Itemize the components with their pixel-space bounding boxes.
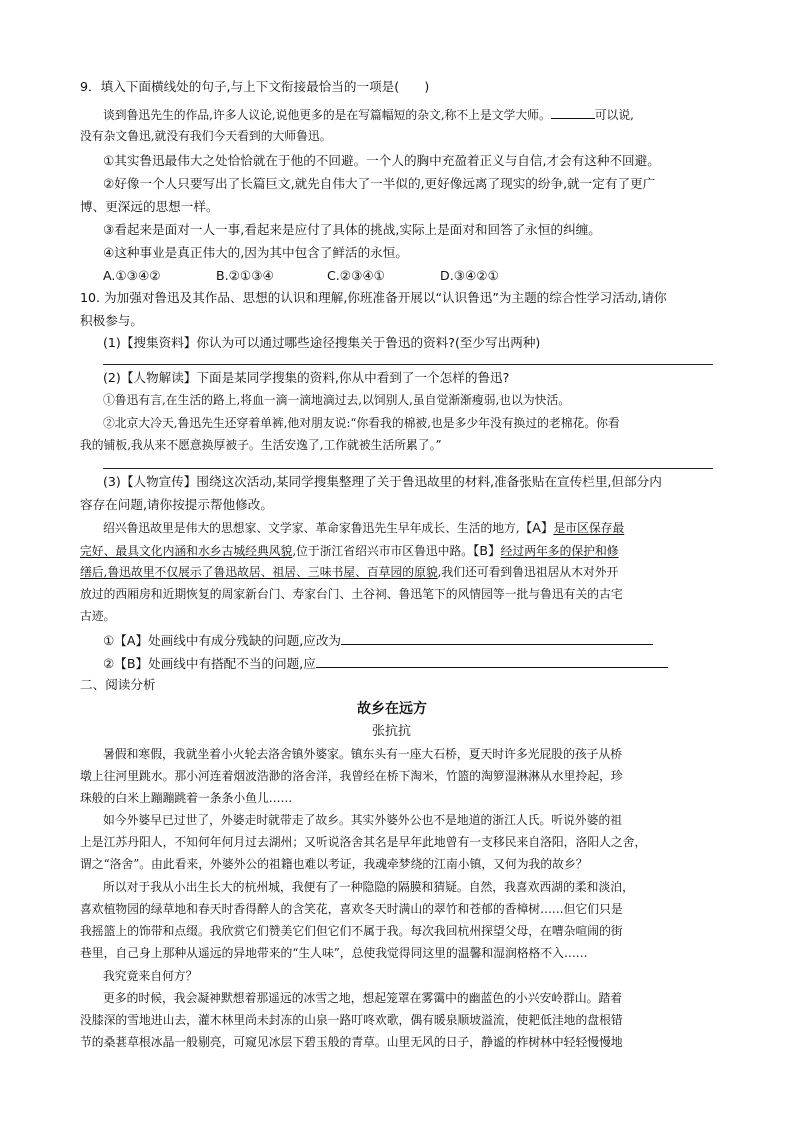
q10-part1-answer-line[interactable] bbox=[103, 364, 713, 365]
underline-b-part2: 缮后,鲁迅故里不仅展示了鲁迅故居、祖居、三味书屋、百草园的原貌 bbox=[80, 565, 438, 579]
q10-stem-a: 10. 为加强对鲁迅及其作品、思想的认识和理解,你班准备开展以“认识鲁迅”为主题的综合性学习活动,请你 bbox=[80, 290, 667, 305]
q9-passage-end: 可以说, bbox=[594, 108, 634, 122]
q9-option-d[interactable]: D.③④②① bbox=[440, 268, 499, 283]
q9-sentence-2a: ②好像一个人只要写出了长篇巨文,就先自伟大了一半似的,更好像远离了现实的纷争,就一定有了更广 bbox=[103, 176, 656, 191]
q9-sentence-4: ④这种事业是真正伟大的,因为其中包含了鲜活的永恒。 bbox=[103, 245, 408, 260]
article-line-8: 喜欢植物园的绿草地和春天时香得醉人的含笑花，喜欢冬天时满山的翠竹和苍郁的香樟树……但它们只是 bbox=[80, 902, 623, 916]
q9-passage-text: 谈到鲁迅先生的作品,许多人议论,说他更多的是在写篇幅短的杂文,称不上是文学大师。 bbox=[103, 108, 551, 122]
text-line1-a: 绍兴鲁迅故里是伟大的思想家、文学家、革命家鲁迅先生早年成长、生活的地方, bbox=[103, 521, 520, 535]
article-line-1: 暑假和寒假，我就坐着小火轮去洛舍镇外婆家。镇东头有一座大石桥，夏天时许多光屁股的孩子从桥 bbox=[103, 747, 623, 761]
article-line-2: 墩上往河里跳水。那小河连着烟波浩渺的洛舍洋，我曾经在桥下淘米，竹篮的淘箩湿淋淋从水里拎起，珍 bbox=[80, 769, 623, 783]
text-line2-b: ,位于浙江省绍兴市市区鲁迅中路。 bbox=[292, 544, 474, 558]
q10-material-2b: 我的铺板,我从来不愿意换厚被子。生活安逸了,工作就被生活所累了。” bbox=[80, 438, 442, 452]
article-line-13: 没膝深的雪地进山去，灌木林里尚未封冻的山泉一路叮咚欢歌，偶有暖泉顺坡溢流，使耙低洼地的盘根错 bbox=[80, 1013, 623, 1027]
article-line-5: 上是江苏丹阳人，不知何年何月过去湖州；又听说洛舍其名是早年此地曾有一支移民来自洛阳，洛阳人之舍， bbox=[80, 835, 647, 849]
fix-b-label: ②【B】处画线中有搭配不当的问题,应 bbox=[103, 656, 316, 671]
q9-option-b[interactable]: B.②①③④ bbox=[216, 268, 274, 283]
q10-material-2a: ②北京大冷天,鲁迅先生还穿着单裤,他对朋友说:“你看我的棉被,也是多少年没有换过的老棉花。你看 bbox=[103, 416, 620, 430]
q10-fix-a bbox=[103, 633, 653, 648]
fix-b-answer-blank[interactable] bbox=[316, 656, 668, 668]
q9-passage-line1 bbox=[103, 107, 634, 122]
text-line3-b: ,我们还可看到鲁迅祖居从木对外开 bbox=[437, 565, 619, 579]
underline-a-part1: 是市区保存最 bbox=[553, 521, 625, 535]
q10-text-line1 bbox=[103, 522, 624, 535]
article-line-10: 巷里，自己身上那种从遥远的异地带来的“生人味”，总使我觉得同这里的温馨和湿润格格不入…… bbox=[80, 946, 588, 960]
q9-stem: 9．填入下面横线处的句子,与上下文衔接最恰当的一项是( ) bbox=[80, 79, 430, 94]
q10-text-line5: 古迹。 bbox=[80, 609, 116, 623]
q9-option-a[interactable]: A.①③④② bbox=[103, 268, 161, 283]
q10-stem-b: 积极参与。 bbox=[80, 313, 143, 328]
article-author: 张抗抗 bbox=[372, 724, 412, 739]
article-title: 故乡在远方 bbox=[357, 701, 427, 717]
fix-a-label: ①【A】处画线中有成分残缺的问题,应改为 bbox=[103, 633, 342, 648]
article-line-7: 所以对于我从小出生长大的杭州城，我便有了一种隐隐的隔膜和猜疑。自然，我喜欢西湖的柔和淡泊， bbox=[103, 880, 634, 894]
article-line-12: 更多的时候，我会凝神默想着那遥远的冰雪之地，想起笼罩在雾霭中的幽蓝色的小兴安岭群山。踏着 bbox=[103, 991, 623, 1005]
q9-sentence-2b: 博、更深远的思想一样。 bbox=[80, 199, 219, 214]
q10-text-line2 bbox=[80, 545, 619, 558]
underline-b-part1: 经过两年多的保护和修 bbox=[500, 544, 619, 558]
q9-option-c[interactable]: C.②③④① bbox=[327, 268, 385, 283]
article-line-3: 珠般的白米上蹦蹦跳着一条条小鱼儿…… bbox=[80, 791, 293, 805]
q10-part3b: 容存在问题,请你按提示帮他修改。 bbox=[80, 497, 273, 512]
article-line-14: 节的桑葚草根冰晶一般剔亮，可窥见冰层下碧玉般的青草。山里无风的日子，静谧的柞树林中轻轻慢慢地 bbox=[80, 1035, 623, 1049]
q10-text-line4: 放过的西厢房和近期恢复的周家新台门、寿家台门、土谷祠、鲁迅笔下的风情园等一批与鲁迅有关的古宅 bbox=[80, 587, 623, 601]
q10-part3a: (3)【人物宣传】围绕这次活动,某同学搜集整理了关于鲁迅故里的材料,准备张贴在宣传栏里,但部分内 bbox=[103, 474, 662, 489]
section-heading: 二、阅读分析 bbox=[80, 677, 156, 692]
article-line-6: 谓之“洛舍”。由此看来，外婆外公的祖籍也难以考证，我魂牵梦绕的江南小镇，又何为我的故乡？ bbox=[80, 857, 588, 871]
article-line-4: 如今外婆早已过世了，外婆走时就带走了故乡。其实外婆外公也不是地道的浙江人氏。听说外婆的祖 bbox=[103, 813, 623, 827]
q9-sentence-1: ①其实鲁迅最伟大之处恰恰就在于他的不回避。一个人的胸中充盈着正义与自信,才会有这种不回避。 bbox=[103, 153, 660, 168]
q10-part1: (1)【搜集资料】你认为可以通过哪些途径搜集关于鲁迅的资料?(至少写出两种) bbox=[103, 335, 541, 350]
q9-sentence-3: ③看起来是面对一人一事,看起来是应付了具体的挑战,实际上是面对和回答了永恒的纠缠。 bbox=[103, 222, 601, 237]
fix-a-answer-blank[interactable] bbox=[341, 633, 653, 645]
marker-a: 【A】 bbox=[519, 520, 554, 535]
article-line-9: 我摇篮上的饰带和点缀。我欣赏它们赞美它们但它们不属于我。每次我回杭州探望父母，在嘈杂喧闹的街 bbox=[80, 924, 623, 938]
underline-a-part2: 完好、最具文化内涵和水乡古城经典风貌 bbox=[80, 544, 293, 558]
q10-text-line3 bbox=[80, 567, 618, 579]
article-line-11: 我究竟来自何方？ bbox=[103, 969, 198, 983]
marker-b: 【B】 bbox=[473, 543, 501, 558]
q10-material-1: ①鲁迅有言,在生活的路上,将血一滴一滴地滴过去,以饲别人,虽自觉渐渐瘦弱,也以为快活。 bbox=[103, 393, 571, 407]
q9-answer-blank[interactable] bbox=[551, 107, 595, 119]
q10-fix-b bbox=[103, 656, 668, 671]
q10-part2: (2)【人物解读】下面是某同学搜集的资料,你从中看到了一个怎样的鲁迅? bbox=[103, 370, 510, 385]
q9-passage-line2: 没有杂文鲁迅,就没有我们今天看到的大师鲁迅。 bbox=[80, 129, 332, 143]
q10-part2-answer-line[interactable] bbox=[103, 468, 713, 469]
